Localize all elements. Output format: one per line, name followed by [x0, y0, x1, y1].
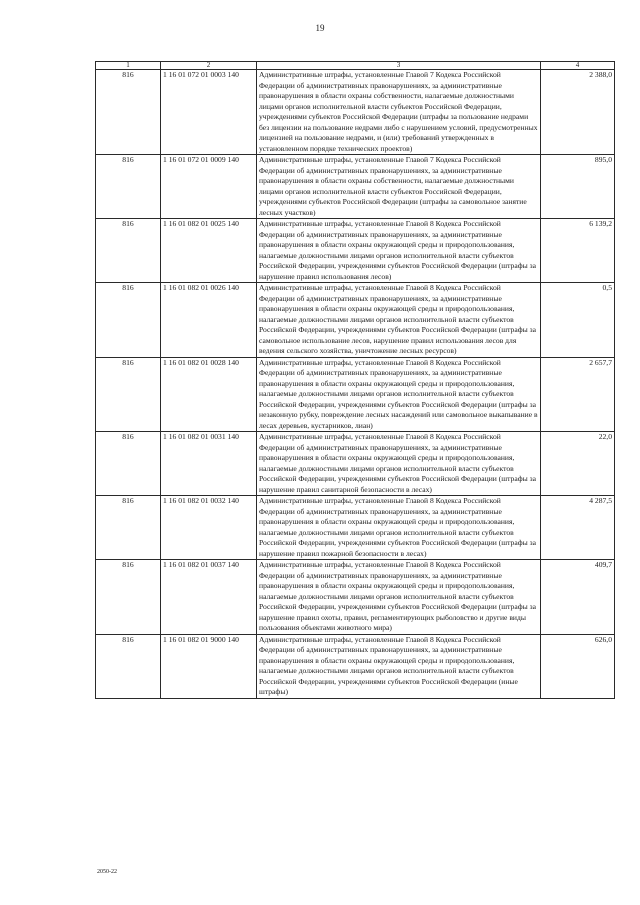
revenue-name-cell: Административные штрафы, установленные Главой 7 Кодекса Российской Федерации об административных правонарушениях, за административные правонарушения в области охраны собственности, налагаемые должностными лицами органов исполнительной власти субъектов Российской Федерации, учреждениями субъектов Российской Федерации (штрафы за пользование недрами без лицензии на пользование недрами либо с нарушением условий, предусмотренных лицензией на пользование недрами, и (или) требований утвержденных в установленном порядке технических проектов) — [257, 70, 541, 155]
amount-cell: 0,5 — [541, 283, 615, 358]
page-number: 19 — [315, 23, 325, 33]
budget-code-cell: 1 16 01 072 01 0009 140 — [161, 155, 257, 219]
column-number: 4 — [541, 62, 615, 70]
revenue-name-cell: Административные штрафы, установленные Главой 8 Кодекса Российской Федерации об административных правонарушениях, за административные правонарушения в области охраны окружающей среды и природопользования, налагаемые должностными лицами органов исполнительной власти субъектов Российской Федерации, учреждениями субъектов Российской Федерации (штрафы за нарушение правил пожарной безопасности в лесах) — [257, 496, 541, 560]
amount-cell: 6 139,2 — [541, 219, 615, 283]
admin-code-cell: 816 — [96, 155, 161, 219]
column-number-row — [96, 62, 615, 70]
revenue-name-cell: Административные штрафы, установленные Главой 8 Кодекса Российской Федерации об административных правонарушениях, за административные правонарушения в области охраны окружающей среды и природопользования, налагаемые должностными лицами органов исполнительной власти субъектов Российской Федерации, учреждениями субъектов Российской Федерации (штрафы за самовольное использование лесов, нарушение правил использования лесов для ведения сельского хозяйства, уничтожение лесных ресурсов) — [257, 283, 541, 358]
admin-code-cell: 816 — [96, 70, 161, 155]
revenue-name-cell: Административные штрафы, установленные Главой 8 Кодекса Российской Федерации об административных правонарушениях, за административные правонарушения в области охраны окружающей среды и природопользования, налагаемые должностными лицами органов исполнительной власти субъектов Российской Федерации, учреждениями субъектов Российской Федерации (иные штрафы) — [257, 634, 541, 698]
admin-code-cell: 816 — [96, 283, 161, 358]
column-number: 1 — [96, 62, 161, 70]
budget-code-cell: 1 16 01 082 01 0031 140 — [161, 432, 257, 496]
budget-code-cell: 1 16 01 082 01 0037 140 — [161, 560, 257, 635]
table-row — [96, 70, 615, 155]
table-row — [96, 155, 615, 219]
amount-cell: 2 388,0 — [541, 70, 615, 155]
amount-cell: 895,0 — [541, 155, 615, 219]
table-row — [96, 560, 615, 635]
table-row — [96, 283, 615, 358]
budget-code-cell: 1 16 01 082 01 9000 140 — [161, 634, 257, 698]
table-row — [96, 634, 615, 698]
revenue-name-cell: Административные штрафы, установленные Главой 8 Кодекса Российской Федерации об административных правонарушениях, за административные правонарушения в области охраны окружающей среды и природопользования, налагаемые должностными лицами органов исполнительной власти субъектов Российской Федерации, учреждениями субъектов Российской Федерации (штрафы за незаконную рубку, повреждение лесных насаждений или самовольное выкапывание в лесах деревьев, кустарников, лиан) — [257, 357, 541, 432]
admin-code-cell: 816 — [96, 560, 161, 635]
revenue-name-cell: Административные штрафы, установленные Главой 8 Кодекса Российской Федерации об административных правонарушениях, за административные правонарушения в области охраны окружающей среды и природопользования, налагаемые должностными лицами органов исполнительной власти субъектов Российской Федерации, учреждениями субъектов Российской Федерации (штрафы за нарушение правил охоты, правил, регламентирующих рыболовство и другие виды пользования объектами животного мира) — [257, 560, 541, 635]
amount-cell: 2 657,7 — [541, 357, 615, 432]
amount-cell: 4 287,5 — [541, 496, 615, 560]
amount-cell: 409,7 — [541, 560, 615, 635]
budget-code-cell: 1 16 01 082 01 0032 140 — [161, 496, 257, 560]
budget-code-cell: 1 16 01 082 01 0028 140 — [161, 357, 257, 432]
document-footer-code: 2050-22 — [97, 869, 117, 875]
table-row — [96, 432, 615, 496]
table-row — [96, 496, 615, 560]
admin-code-cell: 816 — [96, 634, 161, 698]
admin-code-cell: 816 — [96, 496, 161, 560]
admin-code-cell: 816 — [96, 357, 161, 432]
revenue-name-cell: Административные штрафы, установленные Главой 7 Кодекса Российской Федерации об административных правонарушениях, за административные правонарушения в области охраны собственности, налагаемые должностными лицами органов исполнительной власти субъектов Российской Федерации, учреждениями субъектов Российской Федерации (штрафы за самовольное занятие лесных участков) — [257, 155, 541, 219]
budget-code-cell: 1 16 01 082 01 0026 140 — [161, 283, 257, 358]
admin-code-cell: 816 — [96, 219, 161, 283]
budget-code-cell: 1 16 01 082 01 0025 140 — [161, 219, 257, 283]
admin-code-cell: 816 — [96, 432, 161, 496]
amount-cell: 626,0 — [541, 634, 615, 698]
revenue-name-cell: Административные штрафы, установленные Главой 8 Кодекса Российской Федерации об административных правонарушениях, за административные правонарушения в области охраны окружающей среды и природопользования, налагаемые должностными лицами органов исполнительной власти субъектов Российской Федерации, учреждениями субъектов Российской Федерации (штрафы за нарушение правил использования лесов) — [257, 219, 541, 283]
amount-cell: 22,0 — [541, 432, 615, 496]
column-number: 3 — [257, 62, 541, 70]
budget-code-cell: 1 16 01 072 01 0003 140 — [161, 70, 257, 155]
revenue-table — [95, 61, 615, 699]
table-row — [96, 357, 615, 432]
column-number: 2 — [161, 62, 257, 70]
table-row — [96, 219, 615, 283]
revenue-name-cell: Административные штрафы, установленные Главой 8 Кодекса Российской Федерации об административных правонарушениях, за административные правонарушения в области охраны окружающей среды и природопользования, налагаемые должностными лицами органов исполнительной власти субъектов Российской Федерации, учреждениями субъектов Российской Федерации (штрафы за нарушение правил санитарной безопасности в лесах) — [257, 432, 541, 496]
